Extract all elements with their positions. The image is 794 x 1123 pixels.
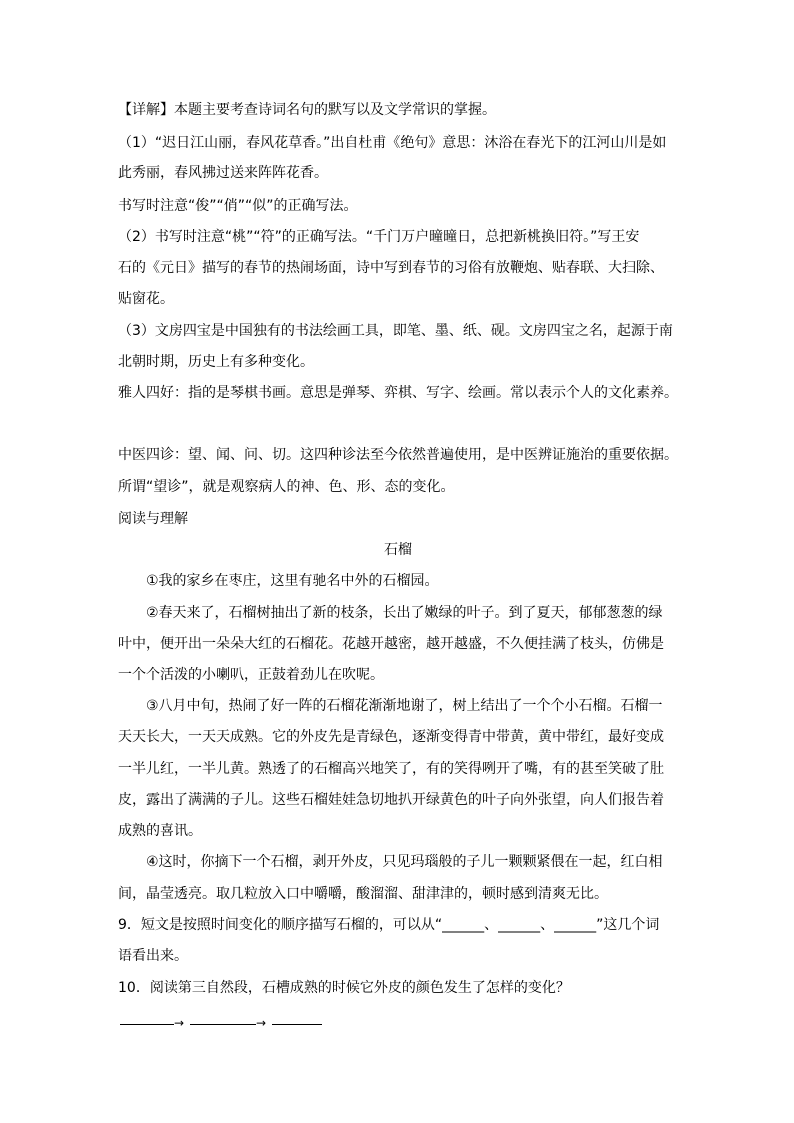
passage-paragraph: ③八月中旬，热闹了好一阵的石榴花渐渐地谢了，树上结出了一个个小石榴。石榴一: [146, 698, 663, 714]
detail-line: （1）“迟日江山丽，春风花草香。”出自杜甫《绝句》意思：沐浴在春光下的江河山川是如: [118, 135, 667, 151]
detail-line: 此秀丽，春风拂过送来阵阵花香。: [118, 165, 328, 181]
passage-line: 一个个活泼的小喇叭，正鼓着劲儿在吹呢。: [118, 667, 384, 683]
passage-paragraph: ①我的家乡在枣庄，这里有驰名中外的石榴园。: [146, 573, 439, 589]
detail-line: 北朝时期，历史上有多种变化。: [118, 354, 314, 370]
arrow-icon: →: [174, 1016, 185, 1030]
detail-line: 书写时注意“俊”“俏”“似”的正确写法。: [118, 198, 358, 214]
detail-line: 中医四诊：望、闻、问、切。这四种诊法至今依然普遍使用，是中医辨证施治的重要依据。: [118, 447, 678, 463]
passage-paragraph: ②春天来了，石榴树抽出了新的枝条，长出了嫩绿的叶子。到了夏天，郁郁葱葱的绿: [146, 605, 663, 621]
passage-paragraph: ④这时，你摘下一个石榴，剥开外皮，只见玛瑙般的子儿一颗颗紧偎在一起，红白相: [146, 854, 663, 870]
detail-line: 贴窗花。: [118, 291, 174, 307]
answer-arrow-chain: [118, 1010, 358, 1030]
passage-title: 石榴: [384, 542, 412, 558]
detail-line: 所谓“望诊”，就是观察病人的神、色、形、态的变化。: [118, 479, 455, 495]
arrow-icon: →: [256, 1016, 267, 1030]
passage-line: 一半儿红，一半儿黄。熟透了的石榴高兴地笑了，有的笑得咧开了嘴，有的甚至笑破了肚: [118, 761, 664, 777]
detail-line: （2）书写时注意“桃”“符”的正确写法。“千门万户曈曈日，总把新桃换旧符。”写王安: [118, 229, 640, 245]
detail-heading-line: 【详解】本题主要考查诗词名句的默写以及文学常识的掌握。: [118, 102, 496, 118]
question-10: 10．阅读第三自然段，石槽成熟的时候它外皮的颜色发生了怎样的变化？: [118, 980, 570, 996]
answer-blank[interactable]: [272, 1024, 322, 1025]
question-9-cont: 语看出来。: [118, 948, 188, 964]
answer-blank[interactable]: [190, 1024, 256, 1025]
detail-line: 石的《元日》描写的春节的热闹场面，诗中写到春节的习俗有放鞭炮、贴春联、大扫除、: [118, 260, 664, 276]
passage-line: 叶中，便开出一朵朵大红的石榴花。花越开越密，越开越盛，不久便挂满了枝头，仿佛是: [118, 636, 664, 652]
passage-line: 成熟的喜讯。: [118, 823, 202, 839]
passage-line: 皮，露出了满满的子儿。这些石榴娃娃急切地扒开绿黄色的叶子向外张望，向人们报告着: [118, 792, 664, 808]
question-9: 9．短文是按照时间变化的顺序描写石榴的，可以从“______、______、______”这几个词: [118, 917, 660, 933]
passage-line: 间，晶莹透亮。取几粒放入口中嚼嚼，酸溜溜、甜津津的，顿时感到清爽无比。: [118, 886, 608, 902]
passage-line: 天天长大，一天天成熟。它的外皮先是青绿色，逐渐变得青中带黄，黄中带红，最好变成: [118, 729, 664, 745]
section-heading: 阅读与理解: [118, 511, 188, 527]
detail-line: （3）文房四宝是中国独有的书法绘画工具，即笔、墨、纸、砚。文房四宝之名，起源于南: [118, 323, 673, 339]
detail-line: 雅人四好：指的是琴棋书画。意思是弹琴、弈棋、写字、绘画。常以表示个人的文化素养。: [118, 385, 678, 401]
answer-blank[interactable]: [120, 1024, 174, 1025]
